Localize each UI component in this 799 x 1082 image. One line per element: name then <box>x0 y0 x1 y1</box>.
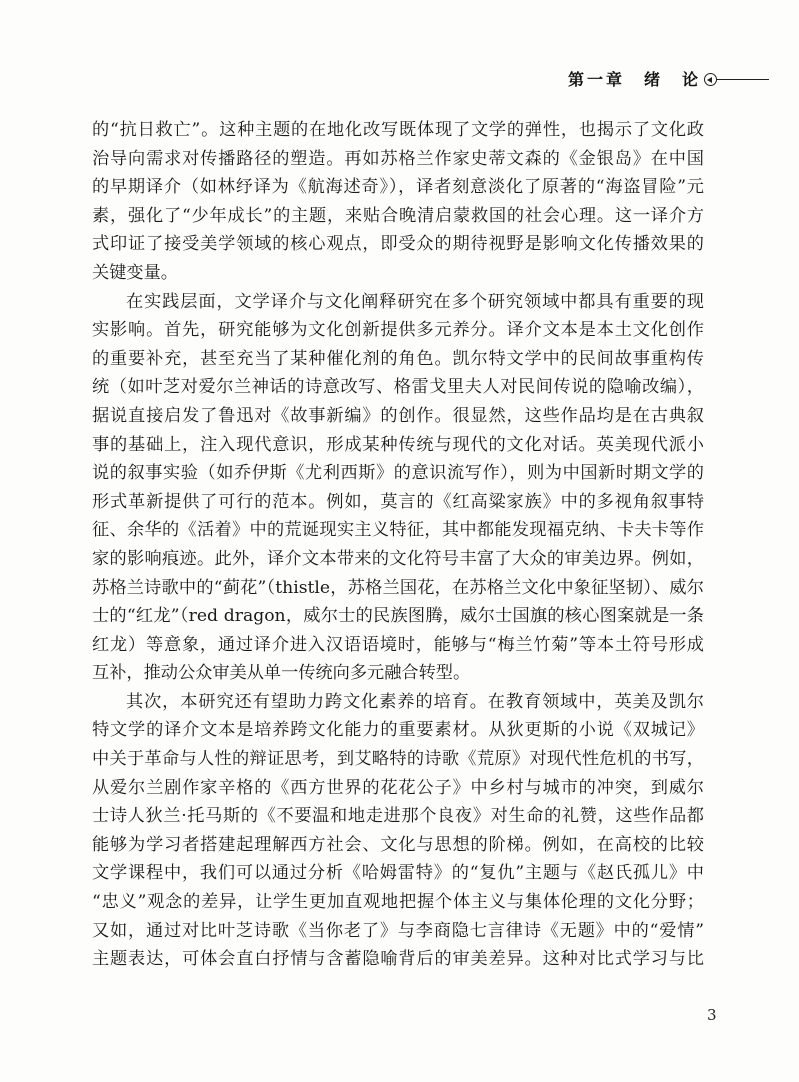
text-line: 说的叙事实验（如乔伊斯《尤利西斯》的意识流写作），则为中国新时期文学的 <box>92 463 704 484</box>
text-line: 关键变量。 <box>92 262 178 283</box>
text-line: 的重要补充，甚至充当了某种催化剂的角色。凯尔特文学中的民间故事重构传 <box>92 348 704 369</box>
text-line: 又如，通过对比叶芝诗歌《当你老了》与李商隐七言律诗《无题》中的“爱情” <box>92 920 704 941</box>
text-line: 实影响。首先，研究能够为文化创新提供多元养分。译介文本是本土文化创作 <box>92 320 704 341</box>
text-line: 据说直接启发了鲁迅对《故事新编》的创作。很显然，这些作品均是在古典叙 <box>92 405 704 426</box>
text-line: 苏格兰诗歌中的“蓟花”（thistle，苏格兰国花，在苏格兰文化中象征坚韧）、威尔 <box>92 577 704 598</box>
text-line: 征、余华的《活着》中的荒诞现实主义特征，其中都能发现福克纳、卡夫卡等作 <box>92 520 704 541</box>
text-line: 形式革新提供了可行的范本。例如，莫言的《红高粱家族》中的多视角叙事特 <box>92 491 704 512</box>
text-line: 统（如叶芝对爱尔兰神话的诗意改写、格雷戈里夫人对民间传说的隐喻改编）， <box>92 377 704 398</box>
text-line: 式印证了接受美学领域的核心观点，即受众的期待视野是影响文化传播效果的 <box>92 234 704 255</box>
text-line: 的“抗日救亡”。这种主题的在地化改写既体现了文学的弹性，也揭示了文化政 <box>92 120 704 140</box>
arrow-circle-icon <box>704 73 717 86</box>
text-line: 互补，推动公众审美从单一传统向多元融合转型。 <box>92 663 471 684</box>
text-line: 中关于革命与人性的辩证思考，到艾略特的诗歌《荒原》对现代性危机的书写， <box>92 749 704 770</box>
text-line: 特文学的译介文本是培养跨文化能力的重要素材。从狄更斯的小说《双城记》 <box>92 720 704 741</box>
text-line: 士的“红龙”（red dragon，威尔士的民族图腾，威尔士国旗的核心图案就是一条 <box>92 606 704 627</box>
header-rule <box>717 79 769 80</box>
text-line: 在实践层面，文学译介与文化阐释研究在多个研究领域中都具有重要的现 <box>126 291 704 312</box>
text-line: 红龙）等意象，通过译介进入汉语语境时，能够与“梅兰竹菊”等本土符号形成 <box>92 634 704 655</box>
text-line: 主题表达，可体会直白抒情与含蓄隐喻背后的审美差异。这种对比式学习与比 <box>92 949 704 970</box>
text-line: 治导向需求对传播路径的塑造。再如苏格兰作家史蒂文森的《金银岛》在中国 <box>92 148 704 169</box>
text-line: 的早期译介（如林纾译为《航海述奇》），译者刻意淡化了原著的“海盗冒险”元 <box>92 177 704 198</box>
text-line: 能够为学习者搭建起理解西方社会、文化与思想的阶梯。例如，在高校的比较 <box>92 834 704 855</box>
text-line: 士诗人狄兰·托马斯的《不要温和地走进那个良夜》对生命的礼赞，这些作品都 <box>92 806 704 827</box>
text-line: 从爱尔兰剧作家辛格的《西方世界的花花公子》中乡村与城市的冲突，到威尔 <box>92 777 704 798</box>
text-line: 文学课程中，我们可以通过分析《哈姆雷特》的“复仇”主题与《赵氏孤儿》中 <box>92 863 704 884</box>
page-number: 3 <box>707 1006 717 1024</box>
text-line: 家的影响痕迹。此外，译介文本带来的文化符号丰富了大众的审美边界。例如， <box>92 548 704 569</box>
chapter-title: 第一章 绪 论 <box>567 70 701 89</box>
text-line: “忠义”观念的差异，让学生更加直观地把握个体主义与集体伦理的文化分野； <box>92 892 704 913</box>
page-header <box>0 66 799 94</box>
body-text <box>92 116 704 974</box>
text-line: 素，强化了“少年成长”的主题，来贴合晚清启蒙救国的社会心理。这一译介方 <box>92 205 704 226</box>
text-line: 事的基础上，注入现代意识，形成某种传统与现代的文化对话。英美现代派小 <box>92 434 704 455</box>
text-line: 其次，本研究还有望助力跨文化素养的培育。在教育领域中，英美及凯尔 <box>126 691 704 712</box>
